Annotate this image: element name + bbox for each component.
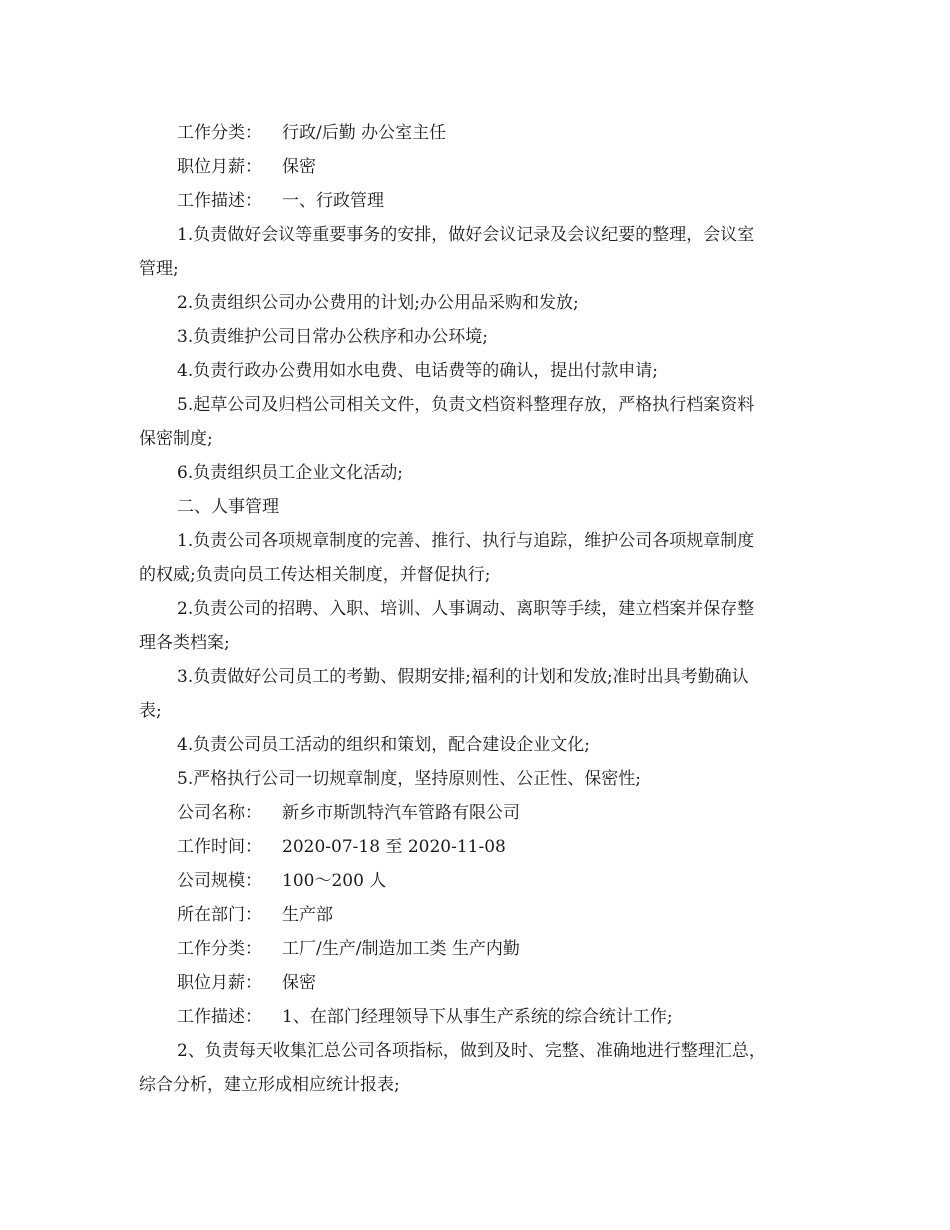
duty-line: 4.负责行政办公费用如水电费、电话费等的确认，提出付款申请; xyxy=(177,361,658,381)
field-label: 工作描述： xyxy=(177,191,262,211)
hr-duties-list xyxy=(139,524,815,796)
duty-line: 1.负责做好会议等重要事务的安排，做好会议记录及会议纪要的整理，会议室 xyxy=(177,225,755,245)
field-label: 职位月薪： xyxy=(177,157,262,177)
duty-line: 5.起草公司及归档公司相关文件，负责文档资料整理存放，严格执行档案资料 xyxy=(177,395,755,415)
field-value: 工厂/生产/制造加工类 生产内勤 xyxy=(282,939,520,959)
duty-line: 表; xyxy=(139,701,162,721)
field-label: 工作分类： xyxy=(177,939,262,959)
field-label: 工作描述： xyxy=(177,1007,262,1027)
field-label: 公司规模： xyxy=(177,871,262,891)
job1-category-row xyxy=(139,116,815,150)
field-value: 新乡市斯凯特汽车管路有限公司 xyxy=(282,803,520,823)
field-value: 2020-07-18 至 2020-11-08 xyxy=(282,837,506,857)
field-value: 生产部 xyxy=(282,905,333,925)
duty-line: 3.负责维护公司日常办公秩序和办公环境; xyxy=(177,327,488,347)
job2-company-row xyxy=(139,796,815,830)
duty-line: 保密制度; xyxy=(139,429,213,449)
job2-time-row xyxy=(139,830,815,864)
duty-line: 5.严格执行公司一切规章制度，坚持原则性、公正性、保密性; xyxy=(177,769,641,789)
duty-line: 理各类档案; xyxy=(139,633,230,653)
duty-item xyxy=(139,592,815,660)
job2-department-row xyxy=(139,898,815,932)
job2-description-row xyxy=(139,1000,815,1034)
duty-item xyxy=(139,218,815,286)
job1-salary-row xyxy=(139,150,815,184)
duty-item xyxy=(139,286,815,320)
field-label: 职位月薪： xyxy=(177,973,262,993)
duty-item xyxy=(139,762,815,796)
duty-line: 1.负责公司各项规章制度的完善、推行、执行与追踪，维护公司各项规章制度 xyxy=(177,531,755,551)
hr-heading: 二、人事管理 xyxy=(177,497,279,517)
duty-line: 管理; xyxy=(139,259,179,279)
duty-line: 2、负责每天收集汇总公司各项指标，做到及时、完整、准确地进行整理汇总， xyxy=(177,1041,766,1061)
resume-content xyxy=(139,116,815,1102)
field-value: 保密 xyxy=(282,157,316,177)
field-label: 工作分类： xyxy=(177,123,262,143)
field-value: 行政/后勤 办公室主任 xyxy=(282,123,447,143)
duty-line: 综合分析，建立形成相应统计报表; xyxy=(139,1075,400,1095)
job2-salary-row xyxy=(139,966,815,1000)
job2-category-row xyxy=(139,932,815,966)
field-value: 一、行政管理 xyxy=(282,191,384,211)
duty-line: 2.负责组织公司办公费用的计划;办公用品采购和发放; xyxy=(177,293,579,313)
field-value: 保密 xyxy=(282,973,316,993)
job2-size-row xyxy=(139,864,815,898)
job2-duty-item xyxy=(139,1034,815,1102)
duty-line: 3.负责做好公司员工的考勤、假期安排;福利的计划和发放;准时出具考勤确认 xyxy=(177,667,749,687)
admin-duties-list xyxy=(139,218,815,490)
duty-line: 的权威;负责向员工传达相关制度，并督促执行; xyxy=(139,565,491,585)
duty-item xyxy=(139,354,815,388)
field-label: 工作时间： xyxy=(177,837,262,857)
job1-description-row xyxy=(139,184,815,218)
field-label: 公司名称： xyxy=(177,803,262,823)
field-label: 所在部门： xyxy=(177,905,262,925)
duty-item xyxy=(139,456,815,490)
duty-item xyxy=(139,524,815,592)
duty-item xyxy=(139,728,815,762)
field-value: 1、在部门经理领导下从事生产系统的综合统计工作; xyxy=(282,1007,673,1027)
duty-item xyxy=(139,320,815,354)
field-value: 100～200 人 xyxy=(282,871,387,891)
duty-item xyxy=(139,660,815,728)
duty-line: 6.负责组织员工企业文化活动; xyxy=(177,463,403,483)
duty-line: 4.负责公司员工活动的组织和策划，配合建设企业文化; xyxy=(177,735,590,755)
duty-line: 2.负责公司的招聘、入职、培训、人事调动、离职等手续，建立档案并保存整 xyxy=(177,599,755,619)
duty-item xyxy=(139,388,815,456)
